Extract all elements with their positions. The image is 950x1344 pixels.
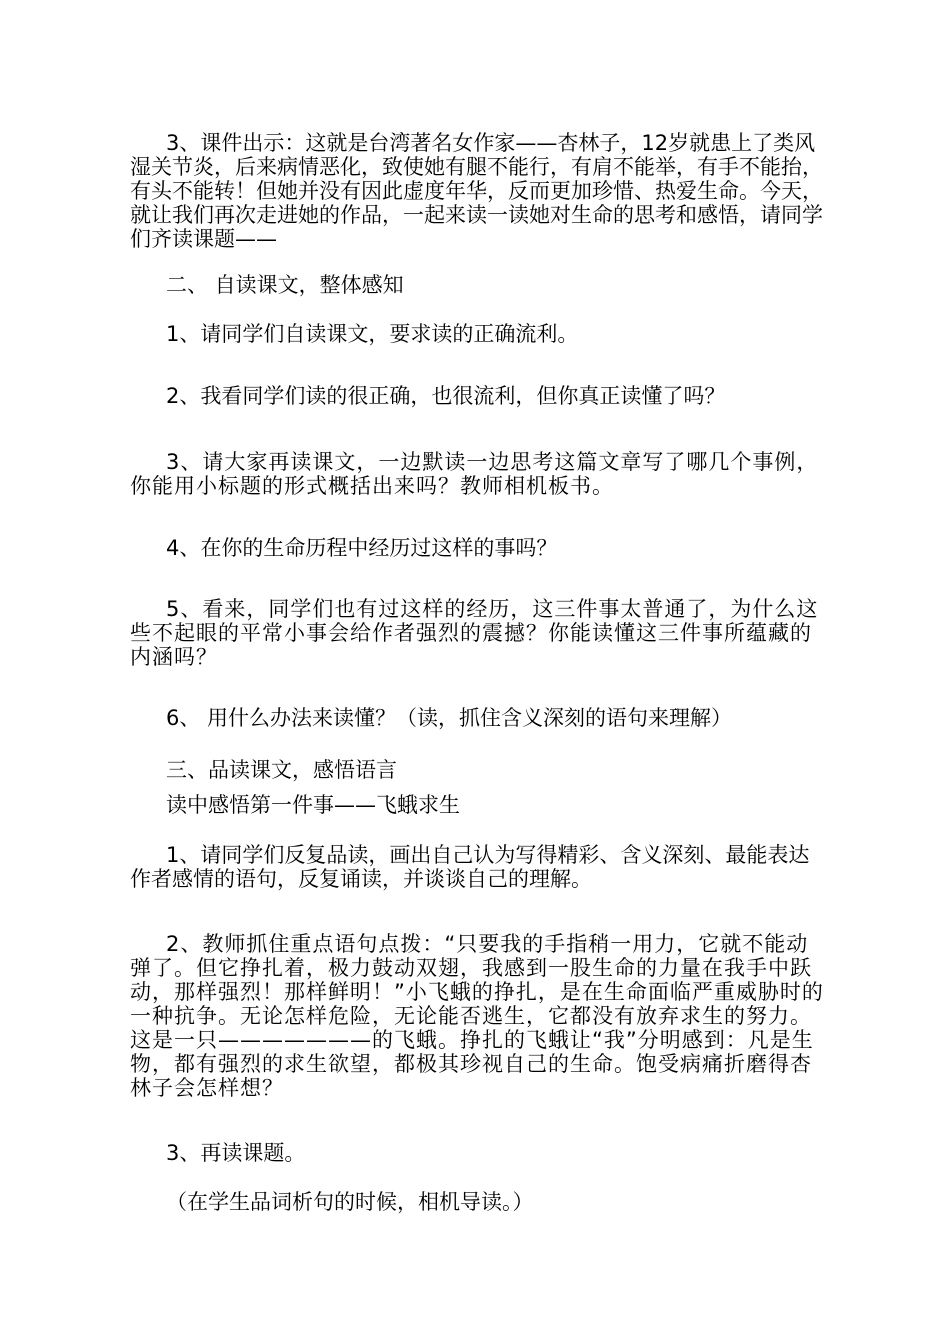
paragraph-step-6: 6、 用什么办法来读懂？（读，抓住含义深刻的语句来理解） [166, 706, 733, 730]
paragraph-step-4: 4、在你的生命历程中经历过这样的事吗？ [166, 536, 558, 560]
section-heading-2: 二、 自读课文，整体感知 [166, 273, 404, 297]
paragraph-step-3: 3、请大家再读课文，一边默读一边思考这篇文章写了哪几个事例，你能用小标题的形式概括出来吗？教师相机板书。 [130, 450, 819, 498]
section-heading-3: 三、品读课文，感悟语言 [166, 758, 397, 782]
paragraph-note: （在学生品词析句的时候，相机导读。） [166, 1190, 534, 1214]
paragraph-step-5: 5、看来，同学们也有过这样的经历，这三件事太普通了，为什么这些不起眼的平常小事会给作者强烈的震撼？你能读懂这三件事所蕴藏的内涵吗？ [130, 597, 819, 669]
paragraph-step-2: 2、我看同学们读的很正确，也很流利，但你真正读懂了吗？ [166, 384, 726, 408]
paragraph-reading-2: 2、教师抓住重点语句点拨：“只要我的手指稍一用力，它就不能动弹了。但它挣扎着，极力鼓动双翅，我感到一股生命的力量在我手中跃动，那样强烈！那样鲜明！”小飞蛾的挣扎，是在生命面临严重威胁时的一种抗争。无论怎样危险，无论能否逃生，它都没有放弃求生的努力。这是一只———————的飞蛾。挣扎的飞蛾让“我”分明感到：凡是生物，都有强烈的求生欲望，都极其珍视自己的生命。饱受病痛折磨得杏林子会怎样想？ [130, 932, 824, 1100]
subheading-first-event: 读中感悟第一件事——飞蛾求生 [166, 793, 460, 817]
paragraph-reading-1: 1、请同学们反复品读，画出自己认为写得精彩、含义深刻、最能表达作者感情的语句，反复诵读，并谈谈自己的理解。 [130, 843, 810, 891]
paragraph-reading-3: 3、再读课题。 [166, 1141, 306, 1165]
paragraph-step-1: 1、请同学们自读课文，要求读的正确流利。 [166, 322, 579, 346]
paragraph-intro: 3、课件出示：这就是台湾著名女作家——杏林子，12岁就患上了类风湿关节炎，后来病情恶化，致使她有腿不能行，有肩不能举，有手不能抬，有头不能转！但她并没有因此虚度年华，反而更加珍惜、热爱生命。今天，就让我们再次走进她的作品，一起来读一读她对生命的思考和感悟，请同学们齐读课题—— [130, 131, 823, 251]
